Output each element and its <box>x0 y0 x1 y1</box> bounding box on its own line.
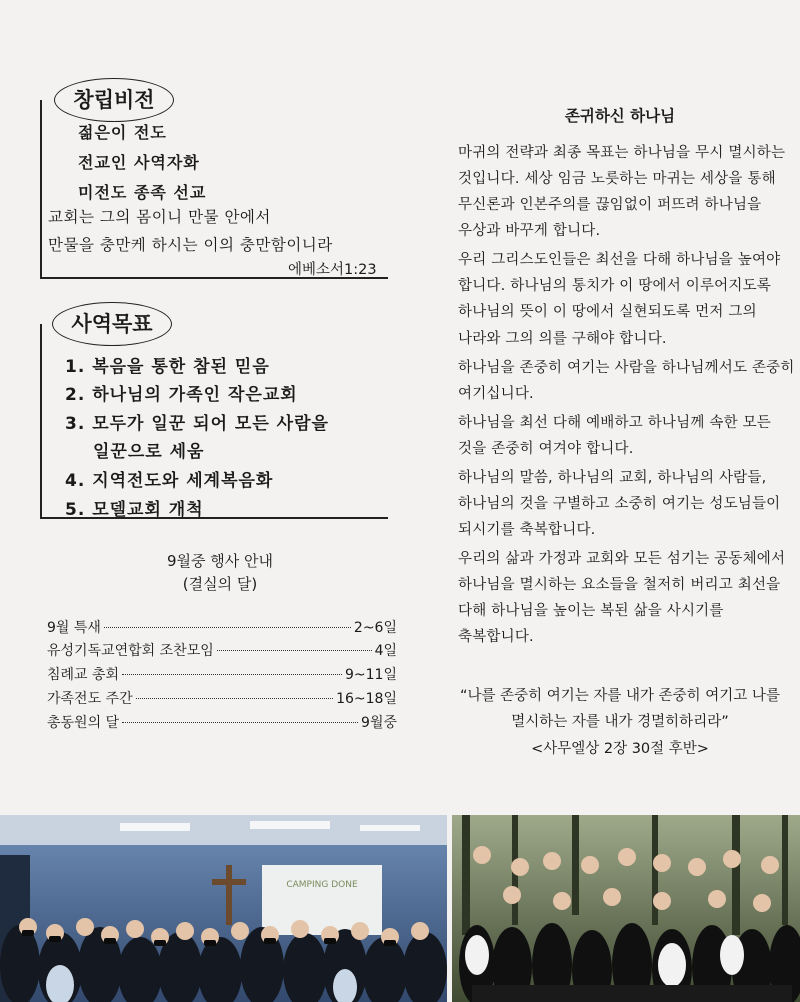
vision-verse-line: 교회는 그의 몸이니 만물 안에서 <box>48 208 271 226</box>
mission-item: 일꾼으로 세움 <box>93 442 205 462</box>
vision-border-left <box>40 100 42 278</box>
article-line: 합니다. 하나님의 통치가 이 땅에서 이루어지도록 <box>458 278 771 294</box>
vision-verse-line: 만물을 충만케 하시는 이의 충만함이니라 <box>48 236 333 254</box>
mission-item: 4. 지역전도와 세계복음화 <box>65 471 274 491</box>
events-subtitle: (결실의 달) <box>182 575 258 593</box>
event-row <box>47 664 397 684</box>
event-row <box>47 640 397 660</box>
article-line: 것입니다. 세상 임금 노릇하는 마귀는 세상을 통해 <box>458 171 776 187</box>
event-leader-dots <box>217 650 372 651</box>
article-line: 우리의 삶과 가정과 교회와 모든 섬기는 공동체에서 <box>458 551 786 567</box>
event-leader-dots <box>104 627 351 628</box>
article-line: 하나님의 것을 구별하고 소중히 여기는 성도님들이 <box>458 496 781 512</box>
article-line: 하나님의 말씀, 하나님의 교회, 하나님의 사람들, <box>458 470 767 486</box>
article-line: 우리 그리스도인들은 최선을 다해 하나님을 높여야 <box>458 252 781 268</box>
mission-item: 5. 모델교회 개척 <box>65 500 204 520</box>
event-row <box>47 712 397 732</box>
article-title: 존귀하신 하나님 <box>564 107 676 125</box>
event-date: 9~11일 <box>345 667 397 683</box>
article-line: 우상과 바꾸게 합니다. <box>458 223 601 239</box>
event-name: 유성기독교연합회 조찬모임 <box>47 643 214 659</box>
vision-title: 창립비전 <box>54 78 174 122</box>
vision-point: 미전도 종족 선교 <box>78 183 207 202</box>
article-line: 하나님을 존중히 여기는 사람을 하나님께서도 존중히 <box>458 360 795 376</box>
screen-banner-text: CAMPING DONE <box>286 880 358 890</box>
bible-quote-line: 멸시하는 자를 내가 경멸히하리라” <box>511 714 729 730</box>
mission-item: 3. 모두가 일꾼 되어 모든 사람을 <box>65 414 329 434</box>
event-row <box>47 688 397 708</box>
event-leader-dots <box>122 674 342 675</box>
group-photo-outdoor <box>452 815 800 1002</box>
event-leader-dots <box>136 698 334 699</box>
article-line: 나라와 그의 의를 구해야 합니다. <box>458 331 667 347</box>
event-row <box>47 617 397 637</box>
event-name: 침례교 총회 <box>47 667 120 683</box>
event-name: 9월 특새 <box>47 620 101 636</box>
events-title: 9월중 행사 안내 <box>166 552 274 570</box>
article-line: 되시기를 축복합니다. <box>458 522 596 538</box>
article-line: 것을 존중히 여겨야 합니다. <box>458 441 634 457</box>
article-line: 하나님을 최선 다해 예배하고 하나님께 속한 모든 <box>458 415 771 431</box>
vision-verse-ref: 에베소서1:23 <box>288 262 377 278</box>
event-date: 4일 <box>374 643 397 659</box>
event-name: 총동원의 달 <box>47 715 120 731</box>
article-line: 축복합니다. <box>458 629 534 645</box>
event-date: 9월중 <box>361 715 397 731</box>
article-line: 무신론과 인본주의를 끊임없이 퍼뜨려 하나님을 <box>458 197 762 213</box>
mission-item: 2. 하나님의 가족인 작은교회 <box>65 385 298 405</box>
article-line: 하나님을 멸시하는 요소들을 철저히 버리고 최선을 <box>458 577 781 593</box>
bible-quote-ref: <사무엘상 2장 30절 후반> <box>531 741 709 757</box>
article-line: 다해 하나님을 높이는 복된 삶을 사시기를 <box>458 603 724 619</box>
vision-point: 젊은이 전도 <box>78 123 167 142</box>
mission-title: 사역목표 <box>52 302 172 346</box>
article-line: 마귀의 전략과 최종 목표는 하나님을 무시 멸시하는 <box>458 145 786 161</box>
group-photo-indoor <box>0 815 447 1002</box>
article-line: 여기십니다. <box>458 386 534 402</box>
article-line: 하나님의 뜻이 이 땅에서 실현되도록 먼저 그의 <box>458 304 757 320</box>
event-name: 가족전도 주간 <box>47 691 133 707</box>
bible-quote-line: “나를 존중히 여기는 자를 내가 존중히 여기고 나를 <box>460 688 780 704</box>
event-leader-dots <box>122 722 358 723</box>
vision-point: 전교인 사역자화 <box>78 153 200 172</box>
event-date: 16~18일 <box>336 691 397 707</box>
event-date: 2~6일 <box>353 620 397 636</box>
mission-border-left <box>40 324 42 518</box>
mission-item: 1. 복음을 통한 참된 믿음 <box>65 357 270 377</box>
